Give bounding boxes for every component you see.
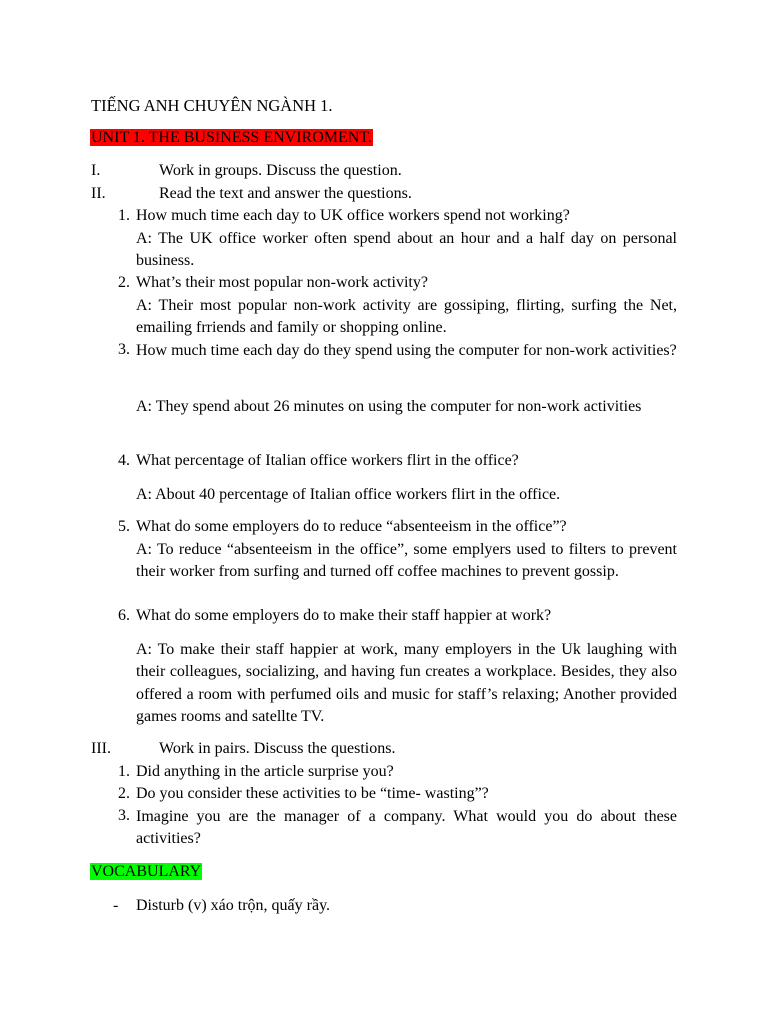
question-number: 2. [118, 274, 130, 291]
answer-text: A: The UK office worker often spend about an hour and a half day on personal business. [136, 230, 677, 270]
vocabulary-heading-text: VOCABULARY [91, 863, 202, 880]
unit-heading [90, 128, 373, 148]
question-number: 3. [118, 341, 130, 358]
vocab-item: Disturb (v) xáo trộn, quấy rầy. [136, 897, 331, 914]
question-text: What percentage of Italian office workers flirt in the office? [136, 452, 519, 469]
question-number: 6. [118, 607, 130, 624]
answer-text: A: Their most popular non-work activity are gossiping, flirting, surfing the Net, emailing frriends and family or shopping online. [136, 297, 677, 337]
answer-text: A: To make their staff happier at work, many employers in the Uk laughing with their colleagues, socializing, and having fun creates a workplace. Besides, they also offered a room with perfumed oils and music for staff’s relaxing; Another provided games rooms and satellte TV. [136, 641, 677, 725]
answer-text: A: About 40 percentage of Italian office workers flirt in the office. [136, 486, 561, 503]
vocab-bullet: - [113, 897, 119, 914]
question-text: What do some employers do to make their staff happier at work? [136, 607, 552, 624]
question-number: 1. [118, 207, 130, 224]
vocabulary-heading [90, 862, 202, 882]
question-number: 3. [118, 807, 130, 824]
question-text: Imagine you are the manager of a company. What would you do about these activities? [136, 808, 677, 848]
question-number: 4. [118, 452, 130, 469]
answer-text: A: To reduce “absenteeism in the office”, some emplyers used to filters to prevent their worker from surfing and turned off coffee machines to prevent gossip. [136, 541, 677, 581]
section-numeral: III. [91, 740, 111, 757]
question-text: How much time each day do they spend using the computer for non-work activities? [136, 342, 677, 359]
question-text: Do you consider these activities to be “time- wasting”? [136, 785, 489, 802]
section-numeral: I. [91, 162, 101, 179]
question-number: 5. [118, 518, 130, 535]
section-text: Read the text and answer the questions. [159, 185, 412, 202]
question-number: 2. [118, 785, 130, 802]
unit-heading-text: UNIT 1. THE BUSINESS ENVIROMENT. [91, 129, 372, 146]
answer-text: A: They spend about 26 minutes on using the computer for non-work activities [136, 398, 642, 415]
question-text: What’s their most popular non-work activity? [136, 274, 428, 291]
question-text: What do some employers do to reduce “absenteeism in the office”? [136, 518, 567, 535]
document-title: TIẾNG ANH CHUYÊN NGÀNH 1. [91, 96, 333, 115]
question-number: 1. [118, 763, 130, 780]
section-numeral: II. [91, 185, 106, 202]
question-text: How much time each day to UK office workers spend not working? [136, 207, 570, 224]
section-text: Work in pairs. Discuss the questions. [159, 740, 396, 757]
section-text: Work in groups. Discuss the question. [159, 162, 402, 179]
question-text: Did anything in the article surprise you? [136, 763, 394, 780]
